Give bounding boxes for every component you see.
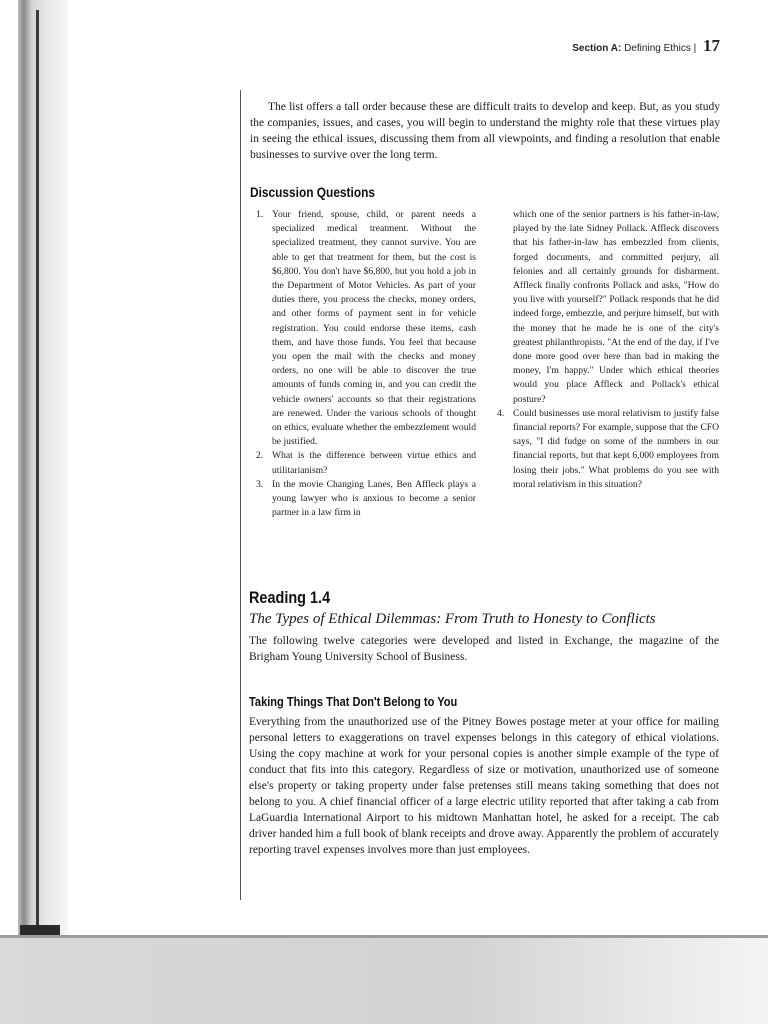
reading-subtitle: The Types of Ethical Dilemmas: From Truth to Honesty to Conflicts xyxy=(249,611,656,627)
questions-left-column xyxy=(256,208,476,520)
question-text: Your friend, spouse, child, or parent needs a specialized medical treatment. Without the specialized treatment, they cannot survive. You are able to get that treatment for them, but the cost is $6,800. You don't have $6,800, but you hold a job in the Department of Motor Vehicles. As part of your duties there, you process the checks, money orders, and other forms of payment sent in for vehicle registration. You could endorse these items, cash them, and have those funds. You feel that because you open the mail with the checks and money orders, no one will be able to discover the true amounts of funds coming in, and you can credit the vehicle owners' accounts so that their registrations are renewed. Under the various schools of thought on ethics, evaluate whether the embezzlement would be justified. xyxy=(272,209,476,448)
book-spine-shadow xyxy=(18,0,68,935)
question-4 xyxy=(497,407,719,492)
scanner-bottom-edge xyxy=(0,935,768,1024)
reading-title: Reading 1.4 xyxy=(249,588,331,607)
running-head xyxy=(572,36,720,56)
question-number: 1. xyxy=(256,209,264,220)
discussion-questions-heading: Discussion Questions xyxy=(250,184,375,200)
question-number: 4. xyxy=(497,407,505,419)
question-text: Could businesses use moral relativism to justify false financial reports? For example, suppose that the CFO says, "I did fudge on some of the numbers in our financial reports, but that kept 6,000 employees from losing their jobs." What problems do you see with moral relativism in this situation? xyxy=(513,407,719,490)
question-3-continued: which one of the senior partners is his father-in-law, played by the late Sidney Pollack. Affleck discovers that his father-in-law has embezzled from clients, forged documents, and committed perjury, all felonies and all certainly grounds for disbarment. Affleck finally confronts Pollack and asks, "How do you live with yourself?" Pollack responds that he did indeed forge, embezzle, and perjure himself, but with the money that he made he is one of the city's greatest philanthropists. "At the end of the day, if I've done more good over here than bad in making the money, I'm happy." Under which ethical theories would you place Affleck and Pollack's ethical posture? xyxy=(513,209,719,405)
question-number: 3. xyxy=(256,478,264,490)
question-text: In the movie Changing Lanes, Ben Affleck plays a young lawyer who is anxious to become a senior partner in a law firm in xyxy=(272,478,476,519)
question-2 xyxy=(256,449,476,477)
book-spine-foot xyxy=(20,925,60,935)
questions-right-column xyxy=(497,208,719,492)
page-number: 17 xyxy=(703,36,720,55)
question-number: 2. xyxy=(256,450,264,462)
section-title: Defining Ethics xyxy=(624,43,691,54)
question-text: What is the difference between virtue ethics and utilitarianism? xyxy=(272,450,476,476)
margin-rule xyxy=(240,90,241,900)
reading-intro: The following twelve categories were developed and listed in Exchange, the magazine of the Brigham Young University School of Business. xyxy=(249,635,719,663)
question-1 xyxy=(256,208,476,449)
category-paragraph: Everything from the unauthorized use of the Pitney Bowes postage meter at your office for mailing personal letters to exaggerations on travel expenses belongs in this category of ethical violations. Using the copy machine at work for your personal copies is another simple example of the type of conduct that fits into this category. Regardless of size or motivation, unauthorized use of someone else's property or taking property under false pretenses still means taking something that does not belong to you. A chief financial officer of a large electric utility reported that after taking a cab from LaGuardia International Airport to his midtown Manhattan hotel, he asked for a receipt. The cab driver handed him a full book of blank receipts and drove away. Apparently the problem of accurately reporting travel expenses involves more than just employees. xyxy=(249,716,719,856)
category-heading: Taking Things That Don't Belong to You xyxy=(249,694,458,709)
intro-paragraph: The list offers a tall order because these are difficult traits to develop and keep. But, as you study the companies, issues, and cases, you will begin to understand the mighty role that these virtues play in seeing the ethical issues, discussing them from all viewpoints, and finding a resolution that enable businesses to survive over the long term. xyxy=(250,101,720,161)
book-spine-edge xyxy=(36,10,39,935)
section-label: Section A: xyxy=(572,43,622,54)
head-separator: | xyxy=(693,43,697,54)
question-3 xyxy=(256,478,476,521)
